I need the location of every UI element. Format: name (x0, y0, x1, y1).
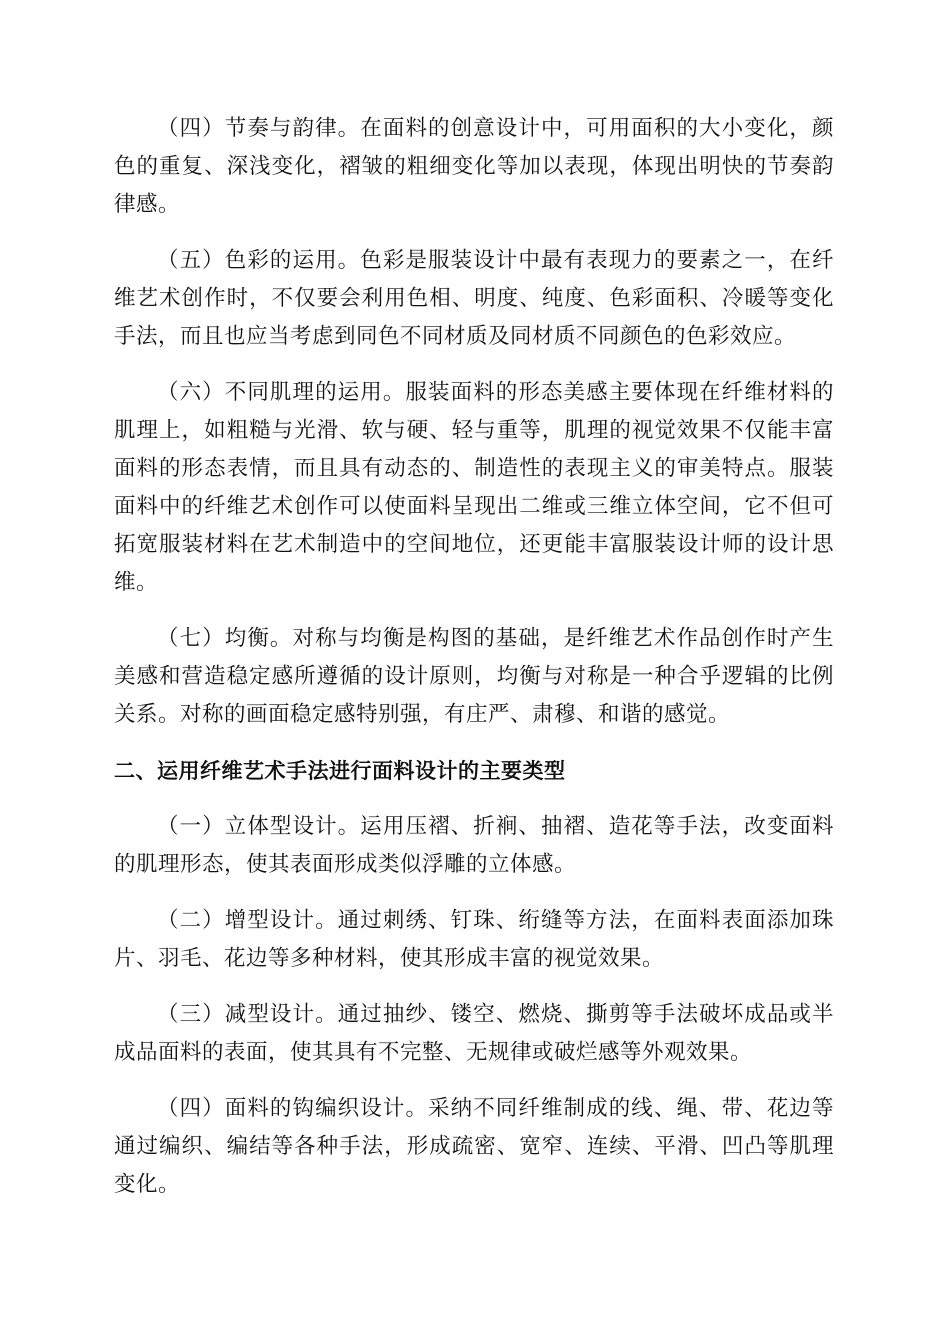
paragraph-color: （五）色彩的运用。色彩是服装设计中最有表现力的要素之一，在纤维艺术创作时，不仅要会利用色相、明度、纯度、色彩面积、冷暖等变化手法，而且也应当考虑到同色不同材质及同材质不同颜色的色彩效应。 (114, 248, 834, 349)
paragraph-texture: （六）不同肌理的运用。服装面料的形态美感主要体现在纤维材料的肌理上，如粗糙与光滑、软与硬、轻与重等，肌理的视觉效果不仅能丰富面料的形态表情，而且具有动态的、制造性的表现主义的审美特点。服装面料中的纤维艺术创作可以使面料呈现出二维或三维立体空间，它不但可拓宽服装材料在艺术制造中的空间地位，还更能丰富服装设计师的设计思维。 (114, 380, 834, 595)
paragraph-3d-design: （一）立体型设计。运用压褶、折裥、抽褶、造花等手法，改变面料的肌理形态，使其表面形成类似浮雕的立体感。 (114, 814, 834, 877)
paragraph-balance: （七）均衡。对称与均衡是构图的基础，是纤维艺术作品创作时产生美感和营造稳定感所遵循的设计原则，均衡与对称是一种合乎逻辑的比例关系。对称的画面稳定感特别强，有庄严、肃穆、和谐的感觉。 (114, 626, 834, 727)
paragraph-subtractive-design: （三）减型设计。通过抽纱、镂空、燃烧、撕剪等手法破坏成品或半成品面料的表面，使其具有不完整、无规律或破烂感等外观效果。 (114, 1002, 834, 1065)
paragraph-additive-design: （二）增型设计。通过刺绣、钉珠、绗缝等方法，在面料表面添加珠片、羽毛、花边等多种材料，使其形成丰富的视觉效果。 (114, 908, 834, 971)
section-heading: 二、运用纤维艺术手法进行面料设计的主要类型 (114, 759, 566, 783)
paragraph-rhythm: （四）节奏与韵律。在面料的创意设计中，可用面积的大小变化，颜色的重复、深浅变化，褶皱的粗细变化等加以表现，体现出明快的节奏韵律感。 (114, 116, 834, 217)
document-page (114, 110, 834, 1222)
paragraph-knitting-design: （四）面料的钩编织设计。采纳不同纤维制成的线、绳、带、花边等通过编织、编结等各种手法，形成疏密、宽窄、连续、平滑、凹凸等肌理变化。 (114, 1096, 834, 1197)
